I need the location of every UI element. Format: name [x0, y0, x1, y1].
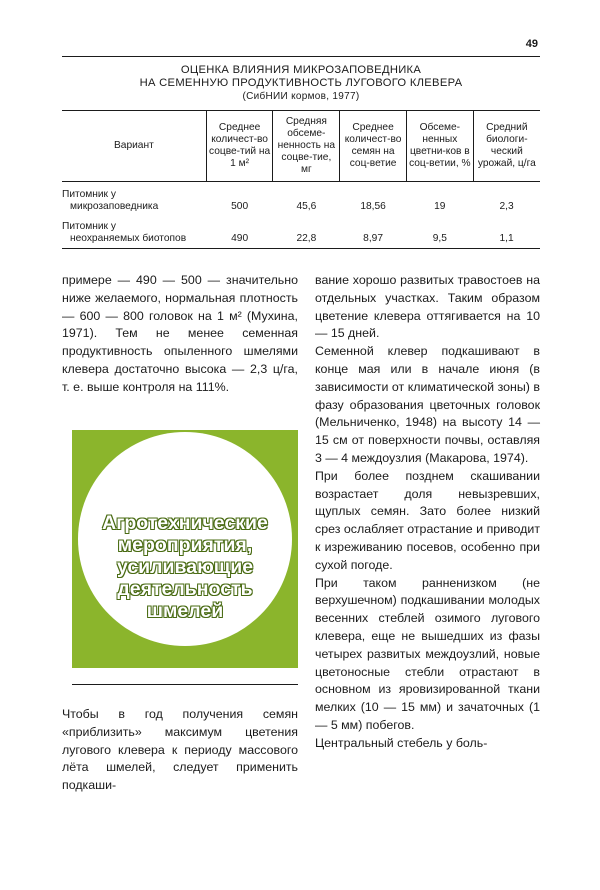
table-title	[62, 64, 540, 103]
header-yield: Средний биологи-ческий урожай, ц/га	[473, 111, 540, 182]
cell-value: 8,97	[340, 217, 407, 249]
section-heading-line: усиливающие	[116, 556, 254, 578]
paragraph: Центральный стебель у боль-	[315, 735, 488, 750]
section-heading-panel	[72, 430, 298, 668]
paragraph: При более позднем скашивании возрастает доля невызревших, щуплых семян. Зато более низкий срез ослабляет отрастание и приводит к изреживанию посевов, особенно при сухой погоде.	[315, 468, 540, 572]
table-row	[62, 182, 540, 218]
table-title-source: (СибНИИ кормов, 1977)	[242, 91, 360, 102]
left-column-bottom	[62, 706, 298, 795]
cell-value: 2,3	[499, 201, 514, 212]
header-variant: Вариант	[62, 111, 206, 182]
paragraph: вание хорошо развитых травостоев на отдельных участках. Таким образом цветение клевера оттягивается на 10 — 15 дней.	[315, 273, 540, 341]
section-heading-line: мероприятия,	[117, 534, 253, 556]
data-table	[62, 110, 540, 249]
cell-value: 490	[206, 217, 273, 249]
cell-value: 45,6	[296, 201, 317, 212]
table-title-line-1: ОЦЕНКА ВЛИЯНИЯ МИКРОЗАПОВЕДНИКА	[180, 64, 422, 76]
header-rule	[62, 56, 540, 57]
cell-value: 9,5	[406, 217, 473, 249]
page-number: 49	[525, 38, 538, 50]
section-heading-line: Агротехнические	[102, 512, 268, 534]
header-seed-count: Среднее количест-во семян на соц-ветие	[340, 111, 407, 182]
panel-divider	[72, 684, 298, 685]
paragraph: Чтобы в год получения семян «приблизить» максимум цветения лугового клевера к периоду массового лёта шмелей, следует применить подкаши-	[62, 707, 298, 793]
table-header-row	[62, 111, 540, 182]
row-variant	[62, 217, 206, 249]
paragraph: примере — 490 — 500 — значительно ниже желаемого, нормальная плотность — 600 — 800 головок на 1 м² (Мухина, 1971). Тем не менее семенная продуктивность опыленного шмелями клевера достаточно высока — 2,3 ц/га, т. е. выше контроля на 111%.	[62, 273, 298, 394]
cell-value: 500	[231, 201, 249, 212]
left-column-top	[62, 272, 298, 397]
row-variant-line-2: неохраняемых биотопов	[70, 233, 187, 244]
section-heading-line: деятельность	[117, 578, 253, 600]
cell-value: 22,8	[273, 217, 340, 249]
cell-value: 19	[434, 201, 446, 212]
paragraph: При таком ранненизком (не верхушечном) подкашивании молодых весенних стеблей озимого лугового клевера, еще не вышедших из фазы четырех развитых междоузлий, новые цветоносные стебли отрастают в основном из яровизированной ткани мелких (10 — 15 мм) и зачаточных (1 — 5 мм) побегов.	[315, 575, 540, 732]
header-inflorescence-count: Среднее количест-во соцве-тий на 1 м²	[206, 111, 273, 182]
table-title-line-2: НА СЕМЕННУЮ ПРОДУКТИВНОСТЬ ЛУГОВОГО КЛЕВЕРА	[139, 77, 463, 89]
section-heading	[72, 512, 298, 622]
paragraph: Семенной клевер подкашивают в конце мая или в начале июня (в зависимости от климатической зоны) в фазу образования цветочных головок (Мельниченко, 1948) на высоту 14 — 15 см от поверхности почвы, оставляя 3 — 4 междоузлия (Макарова, 1974).	[315, 344, 540, 465]
cell-value: 18,56	[360, 201, 386, 212]
header-seed-weight: Средняя обсеме-ненность на соцве-тие, мг	[273, 111, 340, 182]
section-heading-line: шмелей	[146, 600, 224, 622]
cell-value: 1,1	[473, 217, 540, 249]
row-variant	[62, 182, 206, 218]
right-column	[315, 272, 540, 753]
header-pollinated-percent: Обсеме-ненных цветни-ков в соц-ветии, %	[406, 111, 473, 182]
row-variant-line-1: Питомник у	[62, 221, 116, 232]
row-variant-line-1: Питомник у	[62, 189, 116, 200]
row-variant-line-2: микрозаповедника	[70, 201, 159, 212]
table-row	[62, 217, 540, 249]
